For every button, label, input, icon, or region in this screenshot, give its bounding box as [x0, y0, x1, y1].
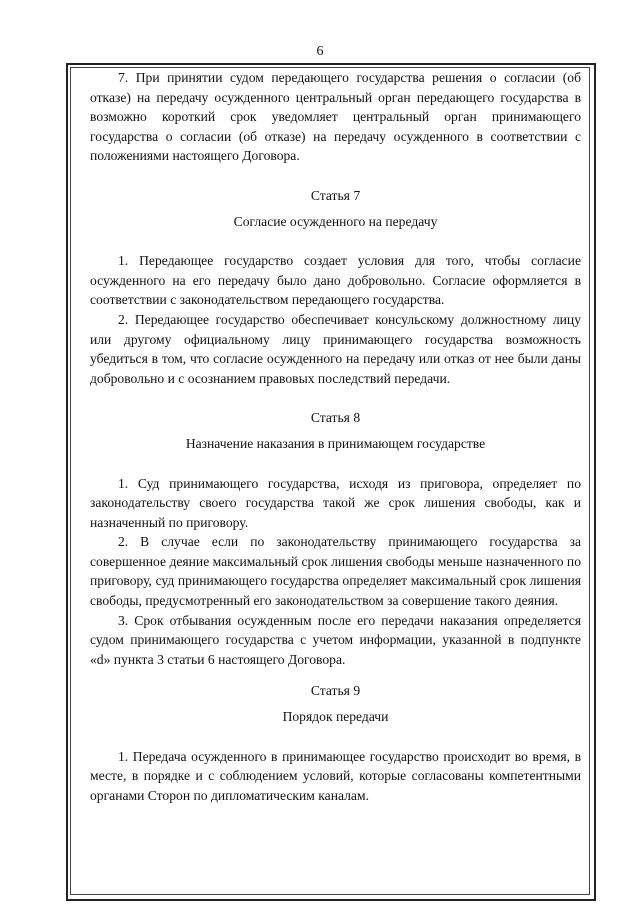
document-body	[90, 68, 581, 805]
article-7-label: Статья 7	[310, 187, 361, 203]
article-7-title: Согласие осужденного на передачу	[233, 213, 438, 229]
page-number: 6	[316, 44, 324, 59]
article-7-paragraph-2: 2. Передающее государство обеспечивает консульскому должностному лицу или другому официальному лицу принимающего государства возможность убедиться в том, что согласие осужденного на передачу или отказ от нее были даны добровольно и с осознанием правовых последствий передачи.	[90, 311, 581, 386]
article-9-label: Статья 9	[310, 683, 361, 699]
article-8-title: Назначение наказания в принимающем государстве	[185, 435, 486, 451]
article-9-paragraph-1: 1. Передача осужденного в принимающее государство происходит во время, в месте, в порядке и с соблюдением условий, которые согласованы компетентными органами Сторон по дипломатическим каналам.	[90, 748, 581, 803]
article-9-title: Порядок передачи	[282, 709, 389, 725]
article-8-paragraph-1: 1. Суд принимающего государства, исходя из приговора, определяет по законодательству своего государства такой же срок лишения свободы, как и назначенный по приговору.	[90, 475, 581, 530]
article-7-paragraph-1: 1. Передающее государство создает условия для того, чтобы согласие осужденного на его передачу было дано добровольно. Согласие оформляется в соответствии с законодательством передающего государства.	[90, 253, 581, 308]
article-8-paragraph-3: 3. Срок отбывания осужденным после его передачи наказания определяется судом принимающего государства с учетом информации, указанной в подпункте «d» пункта 3 статьи 6 настоящего Договора.	[90, 612, 581, 667]
article-8-label: Статья 8	[310, 410, 361, 426]
paragraph-7-transfer-decision: 7. При принятии судом передающего государства решения о согласии (об отказе) на передачу осужденного центральный орган передающего государства в возможно короткий срок уведомляет центральный орган принимающего государства о согласии (об отказе) на передачу осужденного в соответствии с положениями настоящего Договора.	[90, 70, 581, 164]
article-8-paragraph-2: 2. В случае если по законодательству принимающего государства за совершенное деяние максимальный срок лишения свободы меньше назначенного по приговору, суд принимающего государства определяет максимальный срок лишения свободы, предусмотренный его законодательством за совершение такого деяния.	[90, 534, 581, 609]
